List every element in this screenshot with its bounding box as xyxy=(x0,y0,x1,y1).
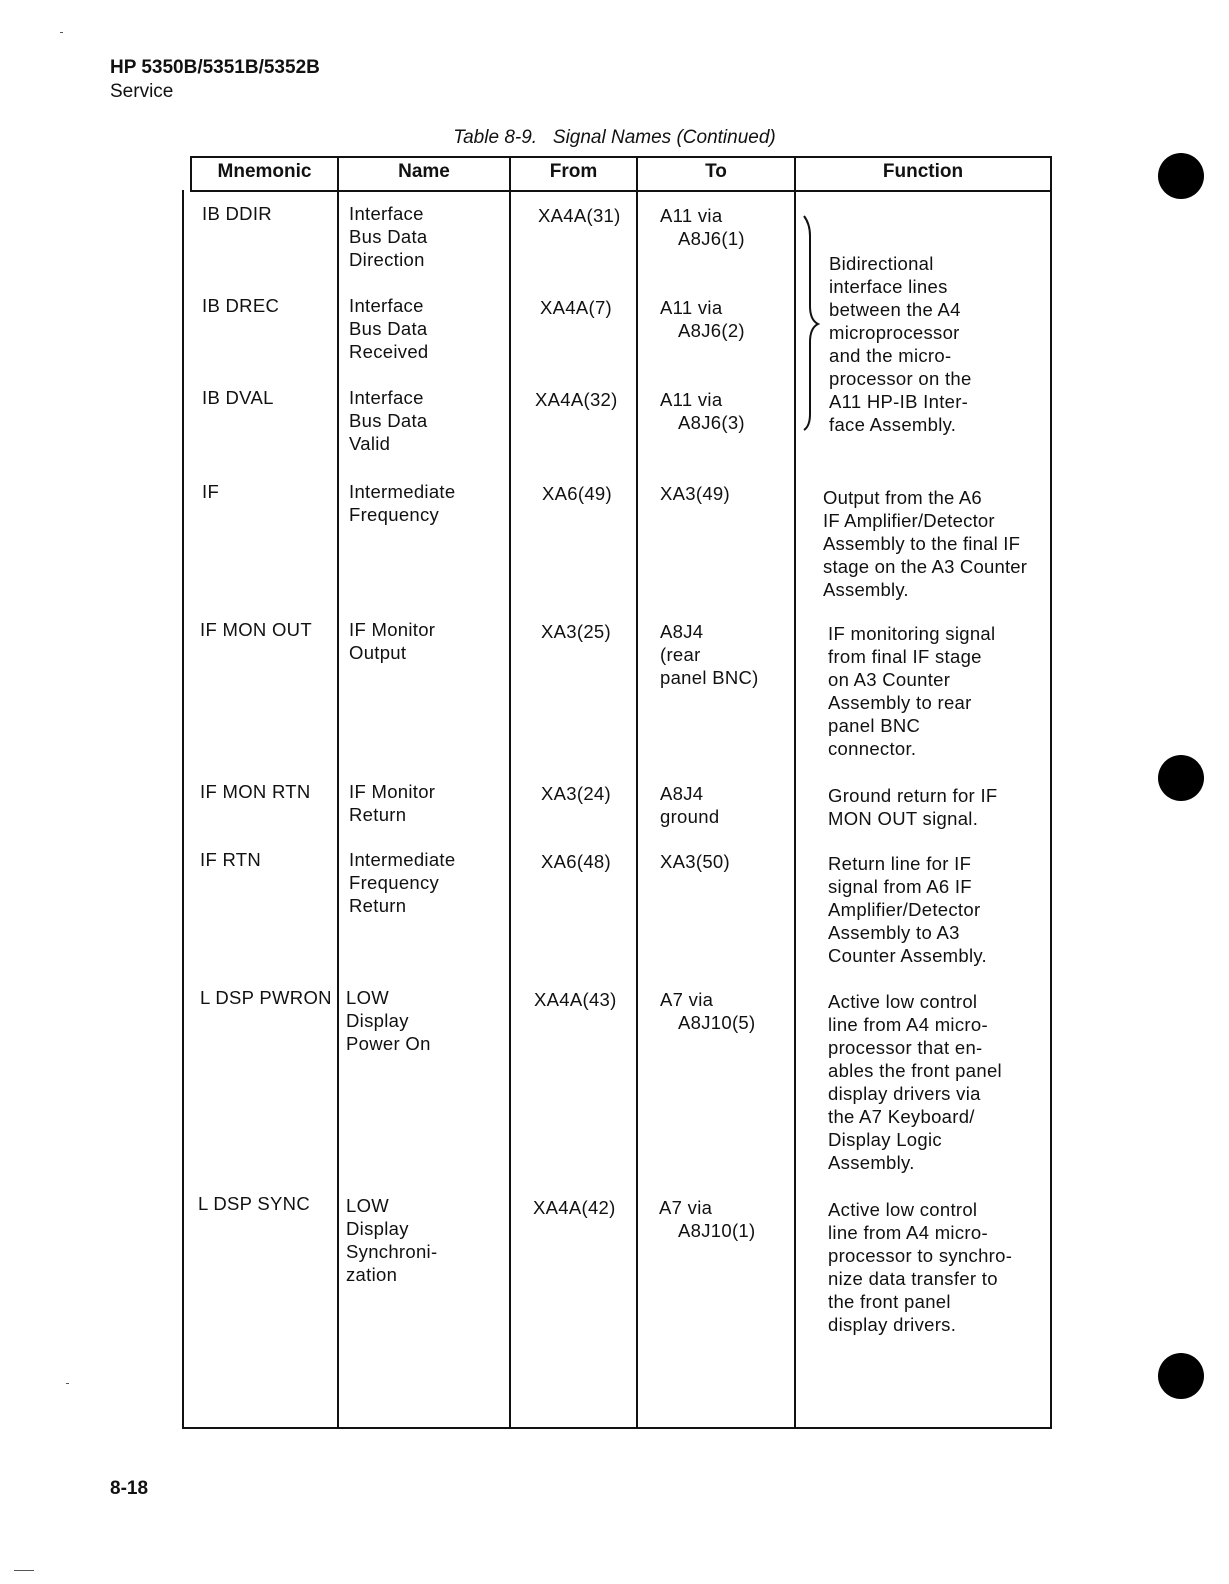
to-cell: A8J6(3) xyxy=(678,412,745,433)
function-cell: Ground return for IF MON OUT signal. xyxy=(828,785,998,829)
from-cell: XA6(49) xyxy=(542,483,612,504)
to-cell: A7 via xyxy=(659,1197,713,1218)
from-cell: XA3(24) xyxy=(541,783,611,804)
mnemonic-cell: IB DVAL xyxy=(202,387,274,408)
to-cell: XA3(50) xyxy=(660,851,730,872)
table-title: Signal Names (Continued) xyxy=(552,127,776,148)
to-cell: A11 via xyxy=(660,297,723,318)
to-cell: A8J6(2) xyxy=(678,320,745,341)
from-cell: XA4A(31) xyxy=(538,205,621,226)
mnemonic-cell: IB DDIR xyxy=(202,203,272,224)
function-cell: IF monitoring signal from final IF stage on A3 Counter Assembly to rear panel BNC connector. xyxy=(828,623,996,759)
mnemonic-cell: L DSP SYNC xyxy=(198,1193,310,1214)
to-cell: XA3(49) xyxy=(660,483,730,504)
column-header-name: Name xyxy=(398,161,450,182)
from-cell: XA4A(32) xyxy=(535,389,618,410)
mnemonic-cell: IF MON OUT xyxy=(200,619,312,640)
column-header-mnemonic: Mnemonic xyxy=(217,161,312,182)
to-cell: A8J6(1) xyxy=(678,228,745,249)
header-divider xyxy=(190,190,1052,192)
from-cell: XA6(48) xyxy=(541,851,611,872)
name-cell: Intermediate Frequency xyxy=(349,481,456,525)
from-cell: XA4A(42) xyxy=(533,1197,616,1218)
mnemonic-cell: IB DREC xyxy=(202,295,280,316)
mnemonic-cell: IF RTN xyxy=(200,849,262,870)
name-cell: Interface Bus Data Received xyxy=(349,295,429,362)
punch-hole xyxy=(1158,755,1204,801)
function-cell: Active low control line from A4 micro- processor to synchro- nize data transfer to the front panel display drivers. xyxy=(828,1199,1013,1335)
name-cell: LOW Display Synchroni- zation xyxy=(346,1195,438,1285)
to-cell: A11 via xyxy=(660,205,723,226)
from-cell: XA4A(7) xyxy=(540,297,613,318)
name-cell: Intermediate Frequency Return xyxy=(349,849,456,916)
from-cell: XA4A(43) xyxy=(534,989,617,1010)
signal-names-table xyxy=(182,156,1052,1429)
function-cell: Return line for IF signal from A6 IF Amplifier/Detector Assembly to A3 Counter Assembly. xyxy=(828,853,987,966)
column-header-function: Function xyxy=(882,161,964,182)
document-model-header: HP 5350B/5351B/5352B xyxy=(110,57,320,78)
to-cell: A8J4 ground xyxy=(660,783,720,827)
name-cell: Interface Bus Data Direction xyxy=(349,203,428,270)
column-header-from: From xyxy=(549,161,598,182)
name-cell: IF Monitor Return xyxy=(349,781,436,825)
to-cell: A8J10(1) xyxy=(678,1220,756,1241)
brace-icon xyxy=(800,214,820,432)
page-number: 8-18 xyxy=(110,1478,149,1499)
function-cell: Active low control line from A4 micro- processor that en- ables the front panel display drivers via the A7 Keyboard/ Display Logic Assembly. xyxy=(828,991,1002,1173)
function-cell: Output from the A6 IF Amplifier/Detector Assembly to the final IF stage on the A3 Counter Assembly. xyxy=(823,487,1028,600)
document-section-header: Service xyxy=(110,81,174,102)
column-header-to: To xyxy=(705,161,727,182)
to-cell: A7 via xyxy=(660,989,714,1010)
name-cell: LOW Display Power On xyxy=(346,987,431,1054)
to-cell: A8J10(5) xyxy=(678,1012,756,1033)
table-number: Table 8-9. xyxy=(453,127,538,148)
table-caption xyxy=(0,127,1229,149)
shared-function-cell: Bidirectional interface lines between the A4 microprocessor and the micro- processor on the A11 HP-IB Inter- face Assembly. xyxy=(829,253,972,435)
name-cell: IF Monitor Output xyxy=(349,619,436,663)
to-cell: A11 via xyxy=(660,389,723,410)
to-cell: A8J4 (rear panel BNC) xyxy=(660,621,759,688)
punch-hole xyxy=(1158,153,1204,199)
mnemonic-cell: IF xyxy=(202,481,220,502)
punch-hole xyxy=(1158,1353,1204,1399)
name-cell: Interface Bus Data Valid xyxy=(349,387,428,454)
mnemonic-cell: IF MON RTN xyxy=(200,781,311,802)
mnemonic-cell: L DSP PWRON xyxy=(200,987,332,1008)
from-cell: XA3(25) xyxy=(541,621,611,642)
